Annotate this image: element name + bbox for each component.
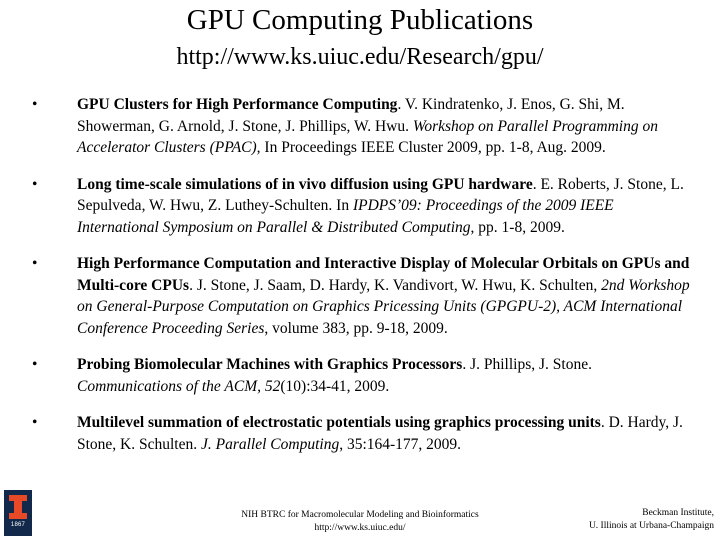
publication-item xyxy=(32,94,692,159)
publication-title: Long time-scale simulations of in vivo diffusion using GPU hardware xyxy=(77,175,533,193)
page-title: GPU Computing Publications xyxy=(186,4,534,36)
publication-details: , volume 383, pp. 9-18, 2009. xyxy=(264,319,448,337)
publication-item xyxy=(32,412,692,455)
publication-venue: Communications of the ACM, 52 xyxy=(77,377,281,395)
publication-details: , pp. 1-8, 2009. xyxy=(470,218,565,236)
publication-title: Multilevel summation of electrostatic potentials using graphics processing units xyxy=(77,414,601,431)
publication-item xyxy=(32,253,692,339)
publication-title: GPU Clusters for High Performance Computing xyxy=(77,96,398,113)
publication-authors: . J. Stone, J. Saam, D. Hardy, K. Vandivort, W. Hwu, K. Schulten, xyxy=(189,276,602,294)
logo-year: 1867 xyxy=(10,522,26,528)
publication-authors: . J. Phillips, J. Stone. xyxy=(462,356,592,373)
publication-list xyxy=(32,94,692,470)
publication-authors: . V. Kindratenko, J. Enos, G. Shi, M. Showerman, G. Arnold, J. Stone, J. Phillips, W. Hwu. xyxy=(77,96,625,135)
publication-details: (10):34-41, 2009. xyxy=(280,377,390,395)
bullet: • xyxy=(32,356,38,373)
publication-venue: IPDPS’09: Proceedings of the 2009 IEEE International Symposium on Parallel & Distributed Computing xyxy=(77,197,614,236)
publication-item xyxy=(32,174,692,239)
publication-authors: . E. Roberts, J. Stone, L. Sepulveda, W. Hwu, Z. Luthey-Schulten. In xyxy=(77,175,684,214)
footer-institute: Beckman Institute, xyxy=(642,508,714,518)
page-subtitle-url[interactable]: http://www.ks.uiuc.edu/Research/gpu/ xyxy=(176,44,544,70)
publication-title: High Performance Computation and Interactive Display of Molecular Orbitals on GPUs and Multi-core CPUs xyxy=(77,255,690,294)
publication-venue: J. Parallel Computing xyxy=(201,435,340,453)
publication-venue: 2nd Workshop on General-Purpose Computation on Graphics Pricessing Units (GPGPU-2), ACM International Conference Proceeding Series xyxy=(77,276,690,337)
bullet: • xyxy=(32,414,38,431)
footer-url[interactable]: http://www.ks.uiuc.edu/ xyxy=(314,523,406,533)
publication-details: In Proceedings IEEE Cluster 2009, pp. 1-8, Aug. 2009. xyxy=(260,139,606,156)
footer-center xyxy=(200,509,520,535)
publication-venue: Workshop on Parallel Programming on Accelerator Clusters (PPAC), xyxy=(77,117,658,156)
footer-right xyxy=(544,507,714,533)
publication-item xyxy=(32,354,692,397)
publication-authors: . D. Hardy, J. Stone, K. Schulten. xyxy=(77,414,683,453)
footer-university: U. Illinois at Urbana-Champaign xyxy=(588,521,714,531)
publication-details: , 35:164-177, 2009. xyxy=(339,435,462,453)
illinois-logo xyxy=(4,490,32,536)
bullet: • xyxy=(32,175,38,193)
bullet: • xyxy=(32,255,38,272)
footer-org: NIH BTRC for Macromolecular Modeling and Bioinformatics xyxy=(241,510,479,520)
illinois-block-i-icon xyxy=(8,494,28,520)
publication-title: Probing Biomolecular Machines with Graphics Processors xyxy=(77,356,463,373)
bullet: • xyxy=(32,96,38,113)
